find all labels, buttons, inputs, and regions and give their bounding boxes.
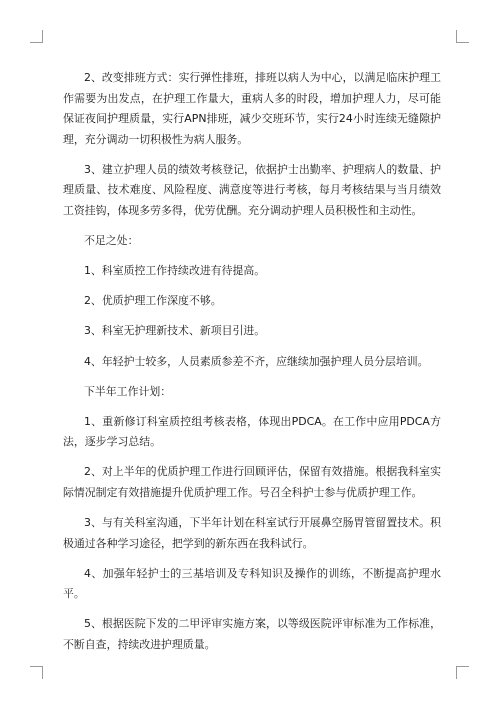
shortcoming-item: 4、年轻护士较多，人员素质参差不齐，应继续加强护理人员分层培训。 — [84, 354, 429, 368]
heading-plan: 下半年工作计划： — [84, 384, 172, 398]
crop-mark-top-left — [30, 30, 43, 43]
paragraph-schedule: 2、改变排班方式：实行弹性排班，排班以病人为中心，以满足临床护理工作需要为出发点，在护理工作量大，重病人多的时段，增加护理人力，尽可能保证夜间护理质量，实行APN排班，减少交班环节，实行24小时连续无缝隙护理，充分调动一切积极性为病人服务。 — [63, 71, 441, 146]
shortcoming-item: 3、科室无护理新技术、新项目引进。 — [84, 324, 266, 338]
crop-mark-bottom-right — [456, 666, 469, 679]
heading-shortcomings: 不足之处： — [84, 234, 139, 248]
plan-item: 3、与有关科室沟通，下半年计划在科室试行开展鼻空肠胃管留置技术。积极通过各种学习途径，把学到的新东西在我科试行。 — [63, 516, 441, 550]
crop-mark-bottom-left — [30, 666, 43, 679]
crop-mark-top-right — [456, 30, 469, 43]
plan-item: 2、对上半年的优质护理工作进行回顾评估，保留有效措施。根据我科室实际情况制定有效措施提升优质护理工作。号召全科护士参与优质护理工作。 — [63, 465, 441, 499]
paragraph-performance: 3、建立护理人员的绩效考核登记，依据护士出勤率、护理病人的数量、护理质量、技术难度、风险程度、满意度等进行考核，每月考核结果与当月绩效工资挂钩，体现多劳多得，优劳优酬。充分调动护理人员积极性和主动性。 — [63, 162, 441, 218]
plan-item: 1、重新修订科室质控组考核表格，体现出PDCA。在工作中应用PDCA方法，逐步学习总结。 — [63, 414, 441, 449]
shortcoming-item: 2、优质护理工作深度不够。 — [84, 294, 222, 308]
shortcoming-item: 1、科室质控工作持续改进有待提高。 — [84, 264, 266, 278]
plan-item: 4、加强年轻护士的三基培训及专科知识及操作的训练，不断提高护理水平。 — [63, 566, 441, 601]
document-body — [63, 68, 441, 656]
plan-item: 5、根据医院下发的二甲评审实施方案，以等级医院评审标准为工作标准，不断自查，持续改进护理质量。 — [63, 617, 441, 652]
